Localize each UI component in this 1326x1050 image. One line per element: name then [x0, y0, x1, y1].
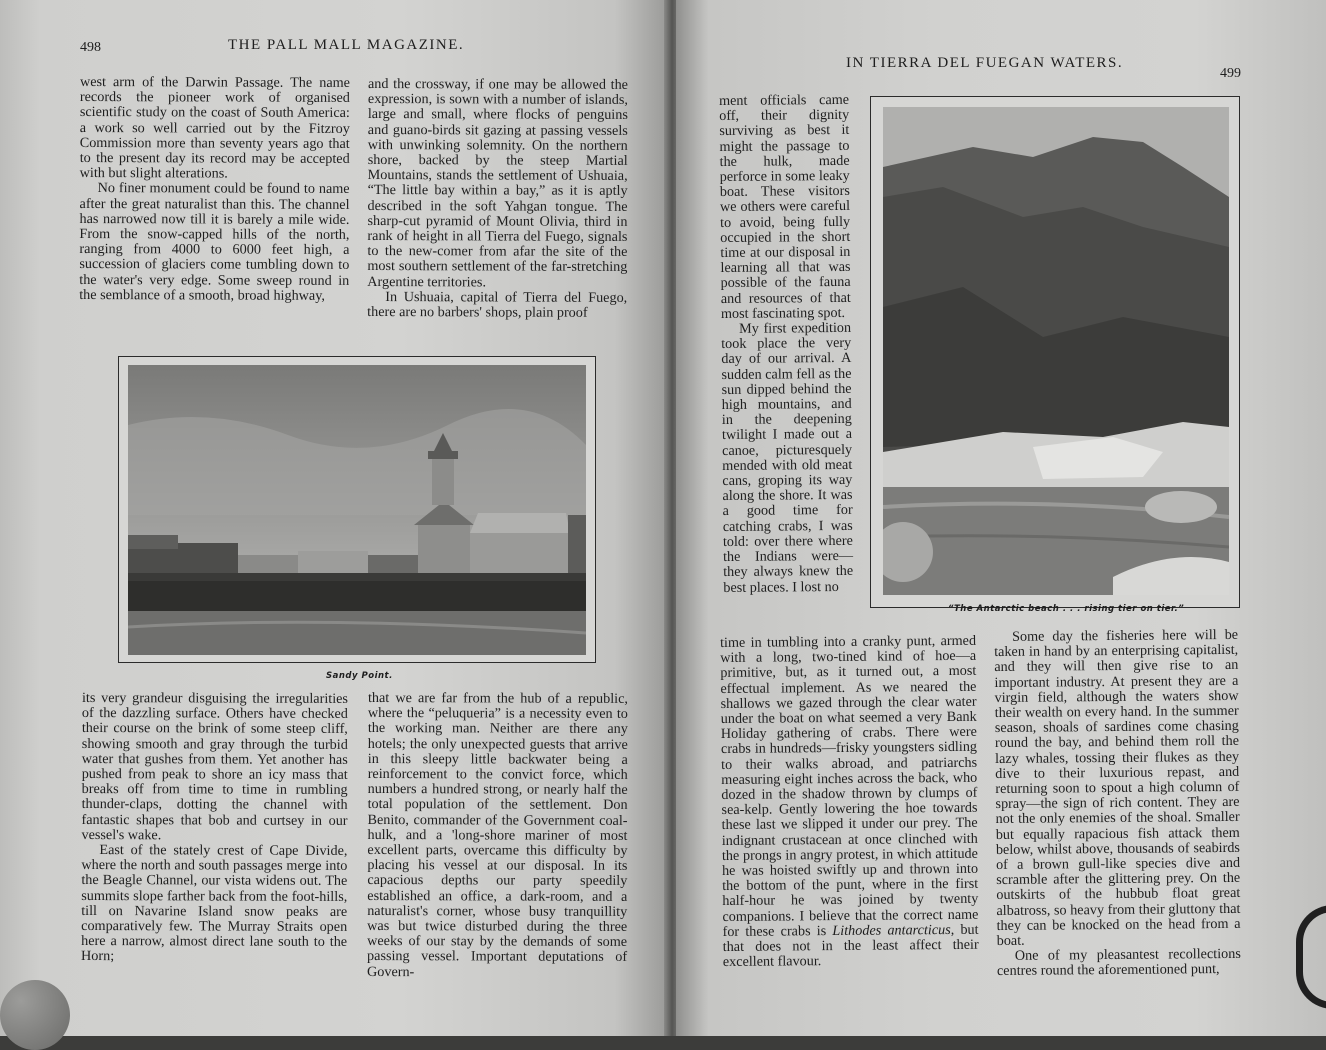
sandy-point-photo — [128, 365, 586, 655]
paragraph: One of my pleasantest recollections centres round the aforementioned punt, — [996, 946, 1241, 980]
left-col1-bottom — [81, 691, 348, 966]
antarctic-beach-photo — [883, 107, 1229, 595]
page-number-right: 499 — [1220, 66, 1241, 81]
figure-caption-antarctic-beach: “The Antarctic beach . . . rising tier on tier.” — [948, 604, 1185, 614]
page-number-left: 498 — [80, 40, 101, 55]
left-page — [0, 0, 668, 1036]
figure-caption-sandy-point: Sandy Point. — [326, 671, 393, 681]
right-col2-bottom — [994, 628, 1241, 980]
paragraph-text: time in tumbling into a cranky punt, armed with a long, two-tined kind of hoe—a primitive, but, as it turned out, a most effectual implement. As we neared the shallows we gazed through the clear water under the boat on what seemed a very Bank Holiday gathering of crabs. There were crabs in hundreds—frisky youngsters sidling to their walks abroad, and patriarchs measuring eight inches across the back, who dozed in the shadow thrown by clumps of sea-kelp. Gently lowering the hoe towards these last we slipped it under our prey. The indignant crustacean at once clinched with the prongs in angry protest, in which attitude he was hoisted swiftly up and thrown into the bottom of the punt, where in the first half-hour he was joined by twenty companions. I believe that the correct name for these crabs is — [719, 632, 979, 940]
figure-antarctic-beach — [870, 96, 1240, 608]
right-col1-bottom — [720, 634, 979, 971]
running-head-left: THE PALL MALL MAGAZINE. — [228, 37, 465, 53]
paragraph: and the crossway, if one may be allowed the expression, is sown with a number of islands, large and small, where flocks of penguins and guano-birds sit gazing at passing vessels with unwinking solemnity. On the northern shore, backed by the steep Martial Mountains, stands the settlement of Ushuaia, “The little bay within a bay,” as it is aptly described in the soft Yahgan tongue. The sharp-cut pyramid of Mount Olivia, third in rank of height in all Tierra del Fuego, signals to the new-comer from afar the site of the most southern settlement of the far-stretching Argentine territories. — [367, 76, 629, 291]
paragraph: Some day the fisheries here will be taken in hand by an enterprising capitalist, and they will then give rise to an important industry. At present they are a virgin field, although the waters show their wealth on every hand. In the summer season, shoals of sardines come chasing round the bay, and behind them roll the lazy whales, tossing their flukes as they dive to their luxurious repast, and returning soon to spout a high column of spray—the sign of rich content. They are not the only enemies of the shoal. Smaller but equally rapacious fish attack them below, whilst above, thousands of seabirds of a brown gull-like species dive and scramble after the glittering prey. On the outskirts of the hubbub float great albatross, so heavy from their gluttony that they can be knocked on the head from a boat. — [994, 626, 1241, 950]
figure-sandy-point — [118, 356, 596, 663]
species-name: Lithodes antarcticus — [832, 921, 951, 939]
paragraph: East of the stately crest of Cape Divide, where the north and south passages merge into the Beagle Channel, our vista widens out. The summits slope farther back from the foot-hills, till on Navarine Island snow peaks are comparatively few. The Murray Straits open here a narrow, almost direct lane south to the Horn; — [81, 842, 348, 965]
paragraph: west arm of the Darwin Passage. The name records the pioneer work of organised scientific study on the coast of South America: a work so well carried out by the Fitzroy Commission more than seventy years ago that to the present day its record may be accepted with but slight alterations. — [79, 74, 351, 182]
paragraph: My first expedition took place the very day of our arrival. A sudden calm fell as the sun dipped behind the high mountains, and in the deepening twilight I made out a canoe, picturesquely mended with old meat cans, groping its way along the shore. It was a good time for catching crabs, I was told: over there where the Indians were—they always knew the best places. I lost no — [721, 319, 854, 596]
paragraph — [720, 634, 979, 971]
right-page — [676, 0, 1326, 1036]
paragraph: that we are far from the hub of a republic, where the “peluqueria” is a necessity even to the working man. Neither are there any hotels; the only unexpected guests that arrive in this sleepy little backwater being a reinforcement to the convict force, which numbers a hundred strong, or nearly half the total population of the settlement. Don Benito, commander of the Government coal-hulk, and a 'long-shore mariner of most excellent parts, overcame this difficulty by placing his vessel at our disposal. In its capacious depths our party speedily established an office, a dark-room, and a naturalist's corner, whose busy tranquillity was but twice disturbed during the three weeks of our stay by the demands of some passing vessel. Important deputations of Govern- — [366, 690, 629, 980]
left-col2-bottom — [367, 691, 628, 981]
paragraph: its very grandeur disguising the irregularities of the dazzling surface. Others have checked their course on the brink of some steep cliff, showing smooth and gray through the turbid water that gushes from them. Yet another has pushed from peak to shore an icy mass that breaks off from time to time in rumbling thunder-claps, dotting the channel with fantastic shapes that bob and curtsey in our vessel's wake. — [81, 690, 349, 844]
right-col1-top — [719, 93, 853, 596]
paragraph: No finer monument could be found to name after the great naturalist than this. The channel has narrowed now till it is barely a mile wide. From the snow-capped hills of the north, ranging from 4000 to 6000 feet high, a succession of glaciers come tumbling down to the water's very edge. Some sweep round in the semblance of a smooth, broad highway, — [79, 180, 350, 304]
running-head-right: IN TIERRA DEL FUEGAN WATERS. — [846, 55, 1124, 71]
left-col1-top — [79, 75, 350, 304]
paragraph-tail: , but that does not in the least affect their excellent flavour. — [722, 921, 979, 971]
left-col2-top — [367, 77, 628, 321]
paragraph: ment officials came off, their dignity surviving as best it might the passage to the hulk, made perforce in some leaky boat. These visitors we others were careful to avoid, being fully occupied in the short time at our disposal in learning all that was possible of the fauna and resources of that most fascinating spot. — [718, 91, 851, 322]
reader-thumb — [0, 980, 70, 1050]
paragraph: In Ushuaia, capital of Tierra del Fuego, there are no barbers' shops, plain proof — [367, 288, 628, 321]
